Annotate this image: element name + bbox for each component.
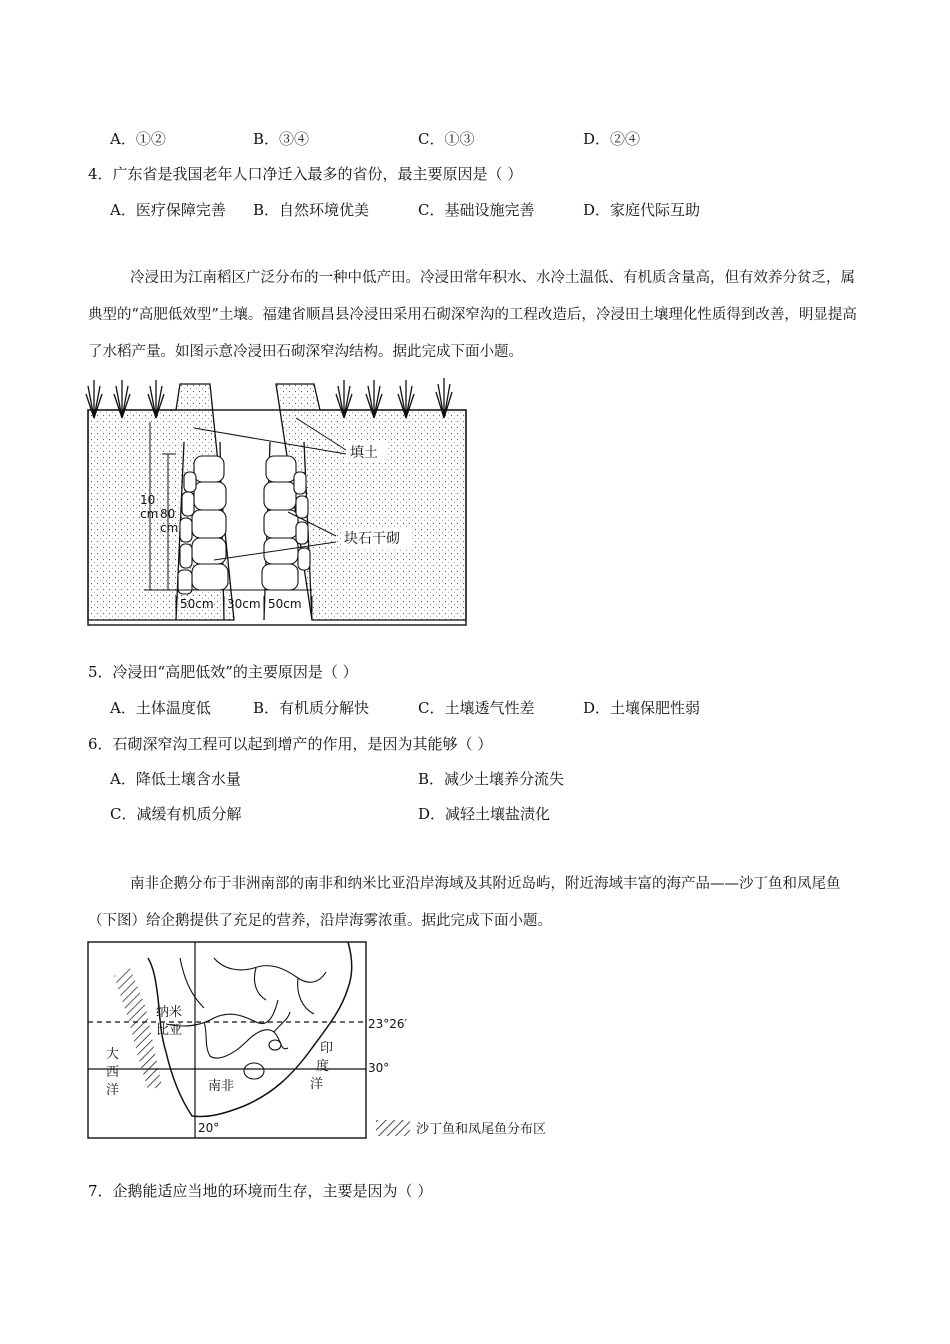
q7-stem: 7．企鹅能适应当地的环境而生存，主要是因为（ ） (88, 1182, 433, 1200)
right-stone-wall (262, 456, 310, 590)
q4-option-c[interactable]: C．基础设施完善 (418, 201, 535, 219)
q3-option-a[interactable]: A．①② (110, 130, 166, 148)
southern-africa-map (84, 938, 584, 1144)
left-stone-wall (178, 456, 228, 594)
legend-hatch-swatch (376, 1120, 410, 1136)
label-namibia-2: 比亚 (156, 1023, 183, 1038)
label-20-longitude: 20° (198, 1121, 220, 1135)
q6-option-d[interactable]: D．减轻土壤盐渍化 (418, 805, 551, 823)
dim-10: 10 (140, 493, 156, 507)
dim-mid-30cm: 30cm (227, 597, 261, 611)
q6-option-c[interactable]: C．减缓有机质分解 (110, 805, 242, 823)
q4-option-b[interactable]: B．自然环境优美 (253, 201, 370, 219)
dim-right-50cm: 50cm (268, 597, 302, 611)
passage-cold-field-text: 冷浸田为江南稻区广泛分布的一种中低产田。冷浸田常年积水、水冷土温低、有机质含量高，但有效养分贫乏，属典型的“高肥低效型”土壤。福建省顺昌县冷浸田采用石砌深窄沟的工程改造后，冷浸田土壤理化性质得到改善，明显提高了水稻产量。如图示意冷浸田石砌深窄沟结构。据此完成下面小题。 (88, 270, 857, 360)
q4-option-a[interactable]: A．医疗保障完善 (110, 201, 226, 219)
dim-80: 80 (160, 507, 176, 521)
label-atlantic-1: 大 (106, 1047, 120, 1062)
q5-option-c[interactable]: C．土壤透气性差 (418, 699, 535, 717)
label-indian-3: 洋 (310, 1077, 324, 1092)
q5-option-d[interactable]: D．土壤保肥性弱 (583, 699, 701, 717)
legend-label: 沙丁鱼和凤尾鱼分布区 (416, 1122, 547, 1137)
q6-stem: 6．石砌深窄沟工程可以起到增产的作用，是因为其能够（ ） (88, 735, 493, 753)
label-tropic-latitude: 23°26′ (368, 1017, 408, 1031)
passage-penguin-text: 南非企鹅分布于非洲南部的南非和纳米比亚沿岸海域及其附近岛屿，附近海域丰富的海产品——沙丁鱼和凤尾鱼（下图）给企鹅提供了充足的营养，沿岸海雾浓重。据此完成下面小题。 (88, 876, 841, 929)
dim-cm-2: cm (160, 521, 179, 535)
trench-diagram (84, 372, 474, 628)
label-atlantic-3: 洋 (106, 1083, 120, 1098)
label-dry-stone: 块石干砌 (344, 531, 400, 547)
dim-left-50cm: 50cm (180, 597, 214, 611)
label-indian-1: 印 (320, 1041, 334, 1056)
label-south-africa: 南非 (208, 1079, 235, 1094)
fishery-zone (114, 968, 162, 1090)
q6-option-a[interactable]: A．降低土壤含水量 (110, 770, 241, 788)
q3-option-b[interactable]: B．③④ (253, 130, 310, 148)
label-indian-2: 度 (316, 1059, 330, 1074)
q5-option-a[interactable]: A．土体温度低 (110, 699, 211, 717)
label-namibia-1: 纳米 (156, 1005, 183, 1020)
q3-option-d[interactable]: D．②④ (583, 130, 641, 148)
q4-stem: 4．广东省是我国老年人口净迁入最多的省份，最主要原因是（ ） (88, 165, 523, 183)
q6-option-b[interactable]: B．减少土壤养分流失 (418, 770, 565, 788)
q5-option-b[interactable]: B．有机质分解快 (253, 699, 370, 717)
dim-cm-1: cm (140, 507, 159, 521)
label-30-latitude: 30° (368, 1061, 390, 1075)
q3-option-c[interactable]: C．①③ (418, 130, 475, 148)
passage-penguin (88, 866, 858, 940)
q4-option-d[interactable]: D．家庭代际互助 (583, 201, 701, 219)
passage-cold-field (88, 260, 858, 371)
label-atlantic-2: 西 (106, 1065, 120, 1080)
label-fill-soil: 填土 (350, 445, 378, 461)
q5-stem: 5．冷浸田“高肥低效”的主要原因是（ ） (88, 663, 358, 681)
